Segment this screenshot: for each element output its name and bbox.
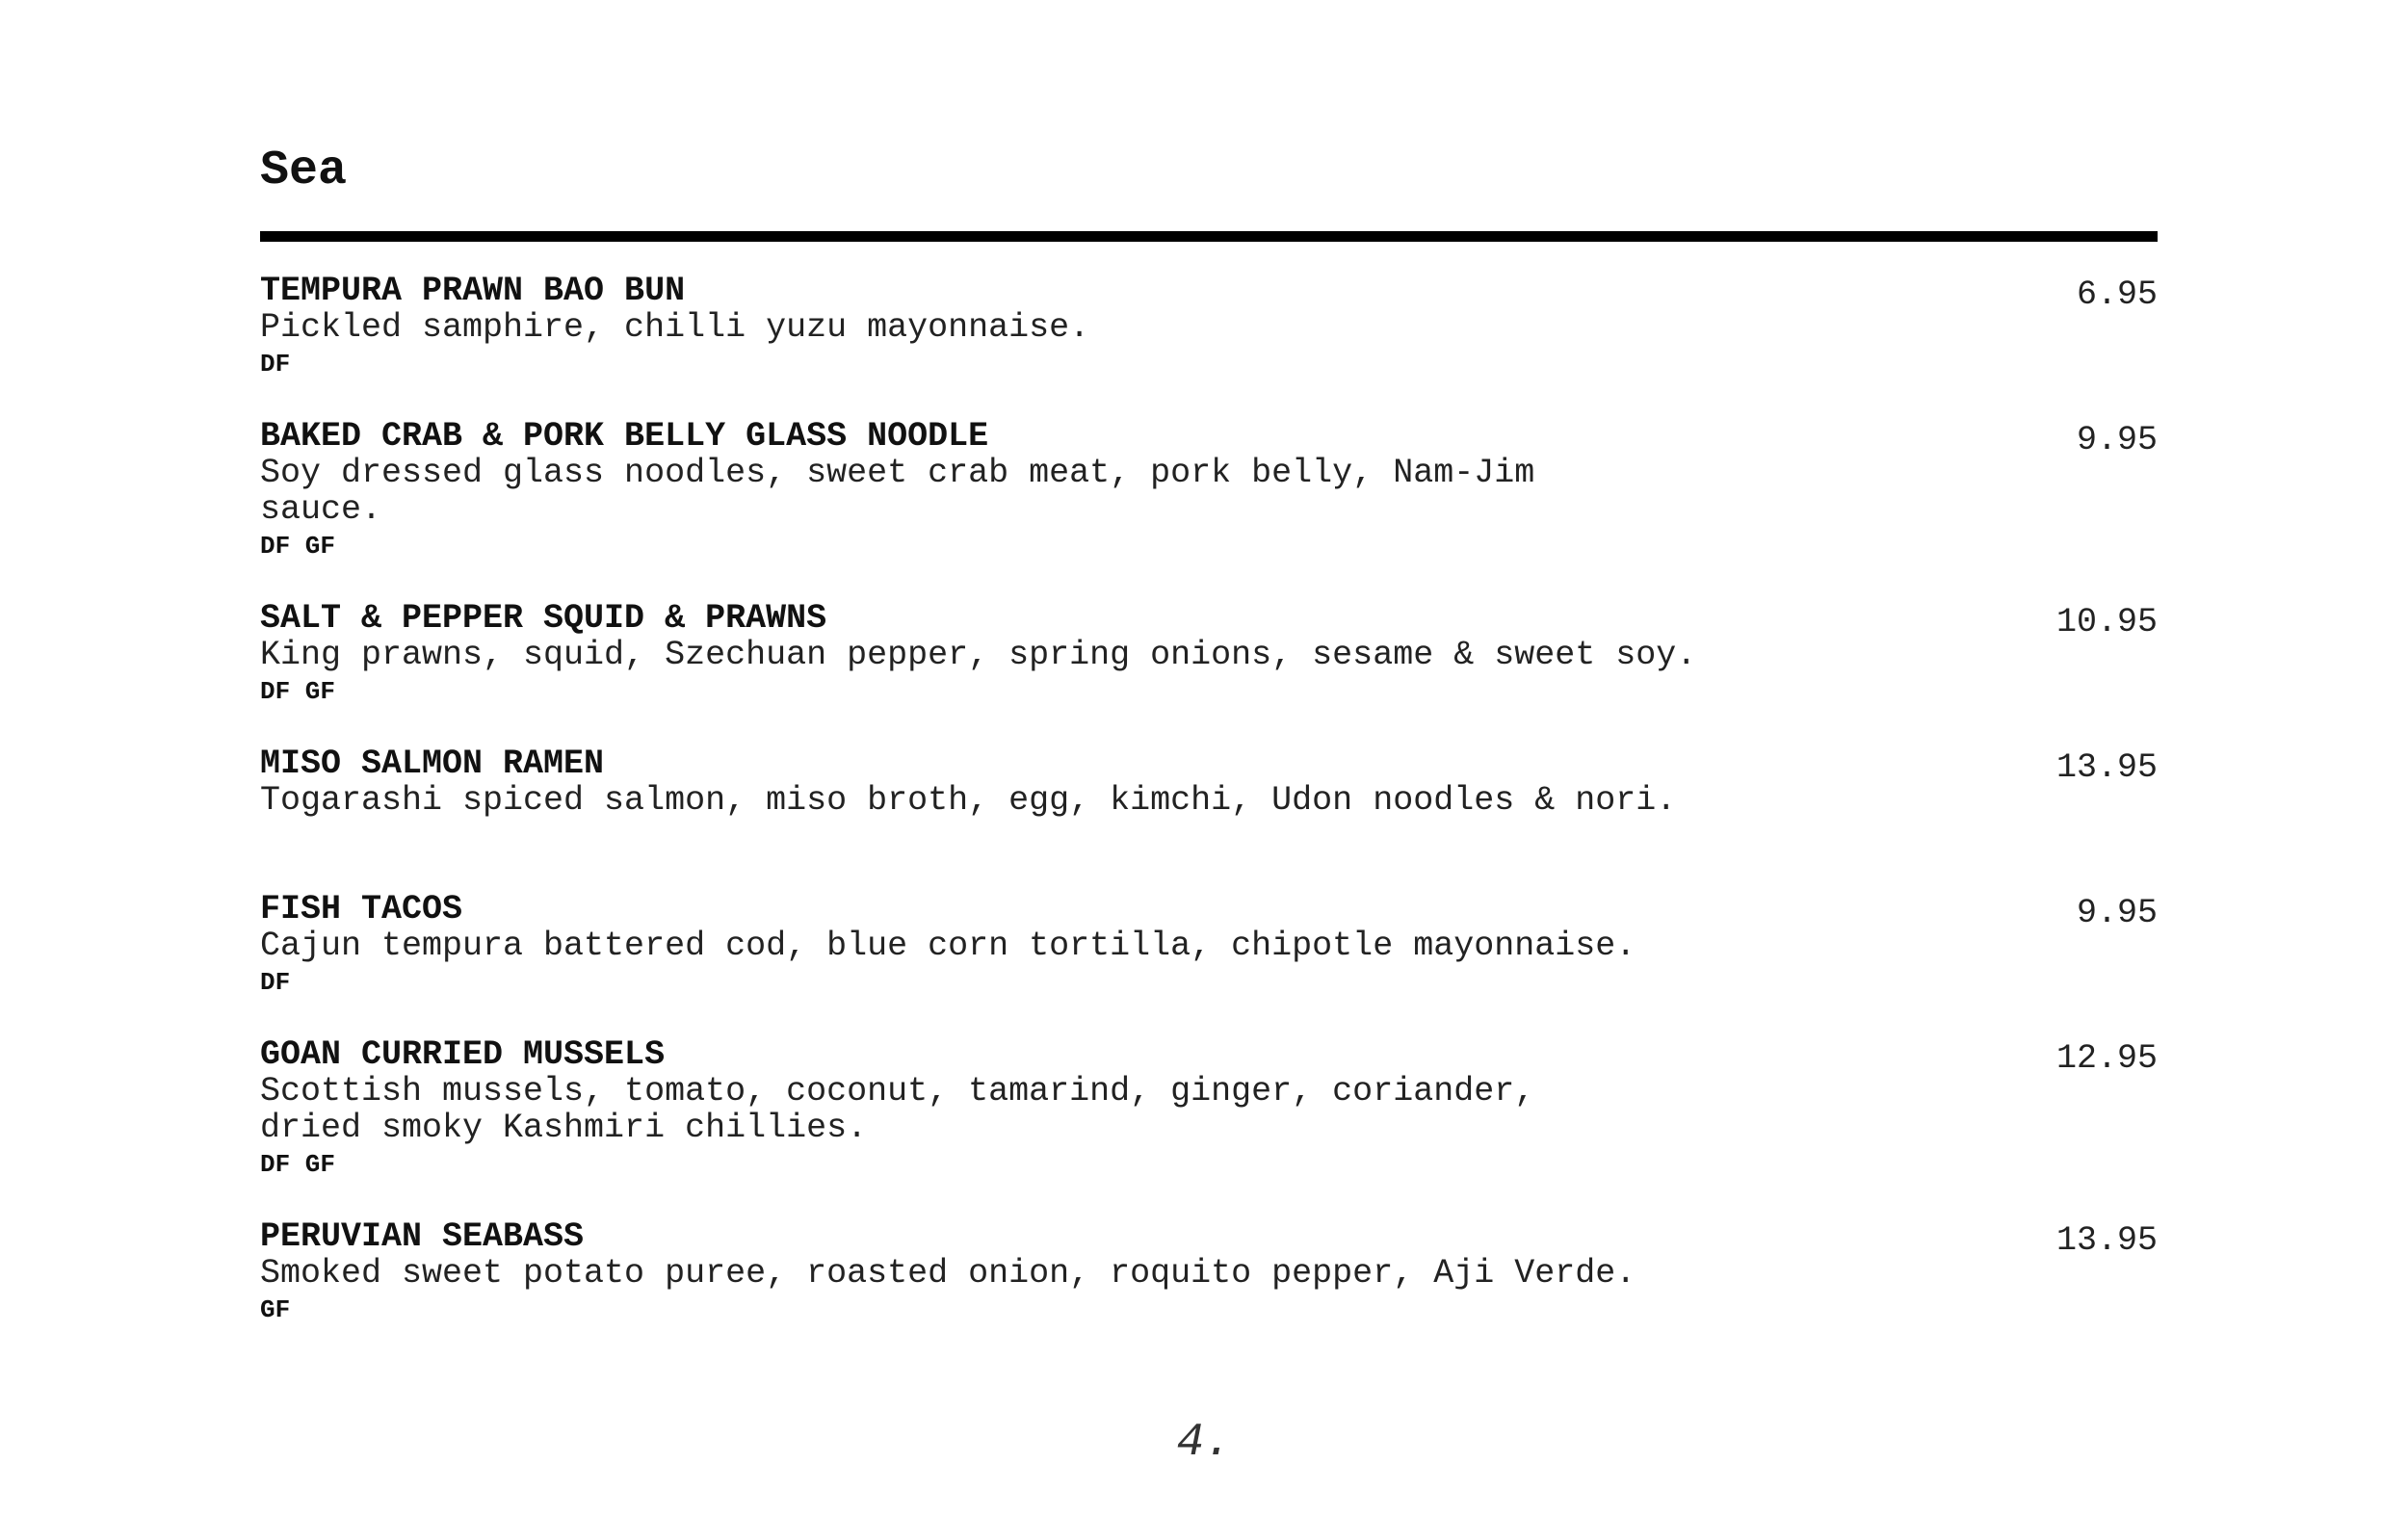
- page-number: 4.: [1176, 1417, 1232, 1469]
- menu-item: [260, 273, 2158, 418]
- item-price: 12.95: [2055, 1039, 2158, 1078]
- menu-item: [260, 418, 2158, 600]
- section-divider: [260, 231, 2158, 242]
- item-name: PERUVIAN SEABASS: [260, 1217, 585, 1256]
- item-dietary-tags: GF: [260, 1295, 291, 1324]
- item-description: Togarashi spiced salmon, miso broth, egg, kimchi, Udon noodles & nori.: [260, 781, 1677, 820]
- menu-item: [260, 600, 2158, 745]
- menu-item: [260, 1218, 2158, 1364]
- item-dietary-tags: DF: [260, 350, 291, 379]
- section-title: Sea: [260, 144, 348, 198]
- item-dietary-tags: DF GF: [260, 532, 336, 561]
- item-description: Scottish mussels, tomato, coconut, tamarind, ginger, coriander, dried smoky Kashmiri chillies.: [260, 1072, 1535, 1147]
- item-dietary-tags: DF GF: [260, 677, 336, 706]
- item-description: Pickled samphire, chilli yuzu mayonnaise.: [260, 308, 1090, 347]
- item-dietary-tags: DF: [260, 968, 291, 997]
- item-name: FISH TACOS: [260, 890, 463, 928]
- item-name: SALT & PEPPER SQUID & PRAWNS: [260, 599, 827, 638]
- menu-page: [260, 0, 2158, 1516]
- item-dietary-tags: DF GF: [260, 1150, 336, 1179]
- item-name: GOAN CURRIED MUSSELS: [260, 1035, 666, 1074]
- item-name: TEMPURA PRAWN BAO BUN: [260, 272, 686, 310]
- item-description: Smoked sweet potato puree, roasted onion, roquito pepper, Aji Verde.: [260, 1254, 1636, 1293]
- menu-item: [260, 745, 2158, 891]
- item-dietary-tags: [260, 819, 2158, 855]
- item-description: Soy dressed glass noodles, sweet crab meat, pork belly, Nam-Jim sauce.: [260, 454, 1535, 529]
- menu-item: [260, 891, 2158, 1036]
- menu-item-list: [260, 273, 2158, 1364]
- item-price: 10.95: [2055, 603, 2158, 641]
- item-name: MISO SALMON RAMEN: [260, 745, 605, 783]
- item-price: 6.95: [2076, 275, 2158, 314]
- item-description: King prawns, squid, Szechuan pepper, spring onions, sesame & sweet soy.: [260, 636, 1697, 674]
- item-price: 9.95: [2076, 894, 2158, 932]
- item-price: 13.95: [2055, 748, 2158, 787]
- item-description: Cajun tempura battered cod, blue corn tortilla, chipotle mayonnaise.: [260, 927, 1636, 965]
- item-price: 13.95: [2055, 1221, 2158, 1260]
- item-name: BAKED CRAB & PORK BELLY GLASS NOODLE: [260, 417, 989, 456]
- item-price: 9.95: [2076, 421, 2158, 459]
- menu-item: [260, 1036, 2158, 1218]
